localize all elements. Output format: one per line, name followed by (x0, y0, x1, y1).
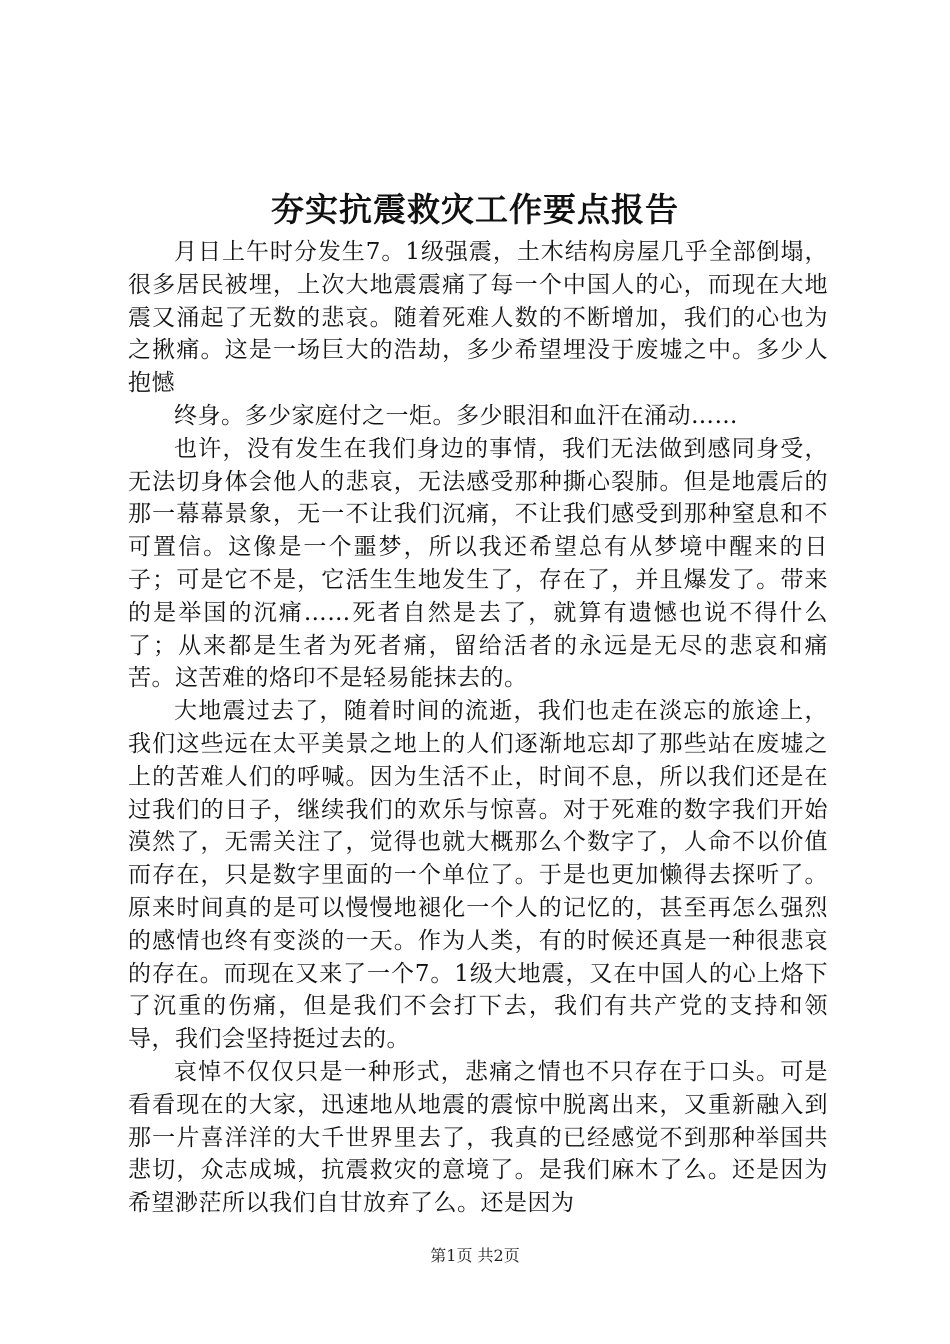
document-title: 夯实抗震救灾工作要点报告 (271, 190, 679, 229)
paragraph: 月日上午时分发生7。1级强震，土木结构房屋几乎全部倒塌，很多居民被埋，上次大地震震痛了每一个中国人的心，而现在大地震又涌起了无数的悲哀。随着死难人数的不断增加，我们的心也为之揪痛。这是一场巨大的浩劫，多少希望埋没于废墟之中。多少人抱憾 (128, 239, 828, 397)
paragraph: 大地震过去了，随着时间的流逝，我们也走在淡忘的旅途上，我们这些远在太平美景之地上的人们逐渐地忘却了那些站在废墟之上的苦难人们的呼喊。因为生活不止，时间不息，所以我们还是在过我们的日子，继续我们的欢乐与惊喜。对于死难的数字我们开始漠然了，无需关注了，觉得也就大概那么个数字了，人命不以价值而存在，只是数字里面的一个单位了。于是也更加懒得去探听了。原来时间真的是可以慢慢地褪化一个人的记忆的，甚至再怎么强烈的感情也终有变淡的一天。作为人类，有的时候还真是一种很悲哀的存在。而现在又来了一个7。1级大地震，又在中国人的心上烙下了沉重的伤痛，但是我们不会打下去，我们有共产党的支持和领导，我们会坚持挺过去的。 (128, 698, 828, 1053)
paragraph: 哀悼不仅仅只是一种形式，悲痛之情也不只存在于口头。可是看看现在的大家，迅速地从地震的震惊中脱离出来，又重新融入到那一片喜洋洋的大千世界里去了，我真的已经感觉不到那种举国共悲切，众志成城，抗震救灾的意境了。是我们麻木了么。还是因为希望渺茫所以我们自甘放弃了么。还是因为 (128, 1058, 828, 1217)
document-body (128, 236, 828, 1220)
paragraph: 也许，没有发生在我们身边的事情，我们无法做到感同身受，无法切身体会他人的悲哀，无法感受那种撕心裂肺。但是地震后的那一幕幕景象，无一不让我们沉痛，不让我们感受到那种窒息和不可置信。这像是一个噩梦，所以我还希望总有从梦境中醒来的日子；可是它不是，它活生生地发生了，存在了，并且爆发了。带来的是举国的沉痛……死者自然是去了，就算有遗憾也说不得什么了；从来都是生者为死者痛，留给活者的永远是无尽的悲哀和痛苦。这苦难的烙印不是轻易能抹去的。 (128, 435, 828, 692)
paragraph: 终身。多少家庭付之一炬。多少眼泪和血汗在涌动…… (174, 402, 738, 429)
page-footer: 第1页 共2页 (430, 1246, 520, 1265)
